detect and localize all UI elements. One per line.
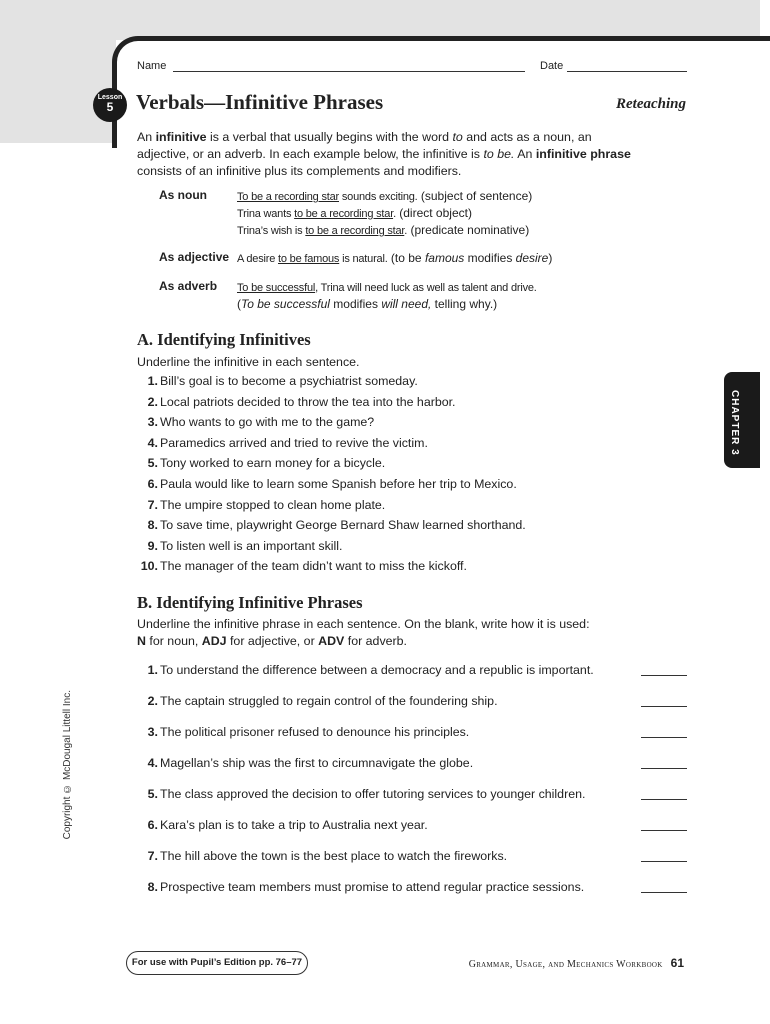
noun-label: As noun: [159, 188, 207, 202]
list-item: 7. The hill above the town is the best place to watch the fireworks.: [137, 849, 687, 880]
left-gray-band: [0, 0, 116, 143]
list-item: 6. Paula would like to learn some Spanish before her trip to Mexico.: [147, 476, 517, 491]
list-item: 7. The umpire stopped to clean home plate.: [147, 497, 386, 512]
section-b-instruction: Underline the infinitive phrase in each sentence. On the blank, write how it is used: N for noun, ADJ for adjective, or ADV for adverb.: [137, 617, 590, 648]
answer-blank[interactable]: [641, 675, 687, 676]
pupil-edition-reference: For use with Pupil’s Edition pp. 76–77: [126, 951, 308, 975]
list-item: 6. Kara’s plan is to take a trip to Australia next year.: [137, 818, 687, 849]
list-item: 10. The manager of the team didn’t want to miss the kickoff.: [140, 559, 467, 574]
answer-blank[interactable]: [641, 706, 687, 707]
list-item: 1. To understand the difference between a democracy and a republic is important.: [137, 663, 687, 694]
section-a-list: [137, 374, 526, 580]
list-item: 5. The class approved the decision to offer tutoring services to younger children.: [137, 787, 687, 818]
list-item: 3. Who wants to go with me to the game?: [147, 415, 375, 430]
name-field[interactable]: [173, 71, 525, 72]
lesson-badge: [93, 88, 127, 122]
list-item: 3. The political prisoner refused to denounce his principles.: [137, 725, 687, 756]
list-item: 4. Paramedics arrived and tried to revive the victim.: [147, 435, 428, 450]
list-item: 4. Magellan’s ship was the first to circumnavigate the globe.: [137, 756, 687, 787]
page-title: Verbals—Infinitive Phrases: [136, 90, 384, 114]
name-label: Name: [137, 60, 167, 72]
list-item: 8. To save time, playwright George Bernard Shaw learned shorthand.: [147, 518, 526, 533]
section-a-heading: A. Identifying Infinitives: [137, 330, 311, 349]
footer-right: [469, 956, 684, 970]
lesson-number: 5: [106, 100, 114, 114]
adverb-label: As adverb: [159, 279, 218, 293]
chapter-tab-label: CHAPTER 3: [729, 390, 740, 456]
list-item: 5. Tony worked to earn money for a bicycle.: [147, 456, 386, 471]
answer-blank[interactable]: [641, 737, 687, 738]
answer-blank[interactable]: [641, 830, 687, 831]
page-subtitle: Reteaching: [616, 96, 686, 112]
answer-blank[interactable]: [641, 861, 687, 862]
adjective-label: As adjective: [159, 250, 230, 264]
list-item: 1. Bill’s goal is to become a psychiatrist someday.: [147, 374, 418, 388]
section-b-heading: B. Identifying Infinitive Phrases: [137, 593, 363, 612]
name-date-row: [137, 60, 687, 74]
section-b-list: [137, 663, 687, 911]
answer-blank[interactable]: [641, 768, 687, 769]
list-item: 9. To listen well is an important skill.: [147, 538, 343, 553]
chapter-tab: [724, 372, 760, 468]
copyright-notice: Copyright © McDougal Littell Inc.: [62, 690, 73, 840]
date-label: Date: [540, 60, 564, 72]
answer-blank[interactable]: [641, 799, 687, 800]
list-item: 2. The captain struggled to regain control of the foundering ship.: [137, 694, 687, 725]
answer-blank[interactable]: [641, 892, 687, 893]
list-item: 2. Local patriots decided to throw the tea into the harbor.: [147, 394, 456, 409]
section-a-instruction: Underline the infinitive in each sentence.: [137, 355, 360, 369]
lesson-label: Lesson: [97, 94, 123, 101]
date-field[interactable]: [567, 71, 687, 72]
page-number: 61: [670, 956, 684, 970]
intro-paragraph: An infinitive is a verbal that usually begins with the word to and acts as a noun, an adjective, or an adverb. In each example below, the infinitive is to be. An infinitive phrase consists of an infinitive plus its complements and modifiers.: [137, 130, 631, 178]
list-item: 8. Prospective team members must promise to attend regular practice sessions.: [137, 880, 687, 911]
workbook-title: Grammar, Usage, and Mechanics Workbook: [468, 959, 663, 970]
